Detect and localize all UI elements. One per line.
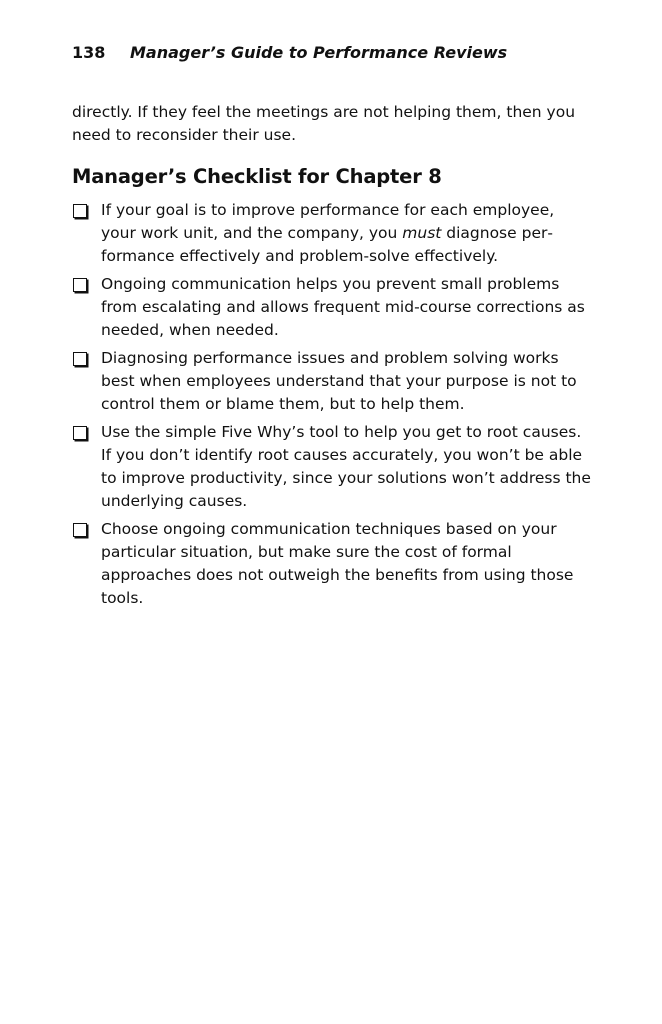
item-text-after: diagnose performance effectively and problem-solve effectively. [101, 224, 553, 265]
checklist-item-text: Ongoing communication helps you prevent small problems from escalating and allows frequent mid-course corrections as needed, when needed. [101, 275, 585, 339]
running-title: Manager’s Guide to Performance Reviews [130, 43, 508, 62]
checklist-item-text [101, 199, 592, 268]
item-text-emphasis: must [402, 224, 442, 242]
section-heading: Manager’s Checklist for Chapter 8 [72, 165, 442, 188]
item-text-before: If your goal is to improve performance for each employee, your work unit, and the company, you [101, 201, 555, 242]
checkbox-icon [73, 204, 87, 218]
checklist-item-text: Use the simple Five Why’s tool to help you get to root causes. If you don’t identify root causes accurately, you won’t be able to improve productivity, since your solutions won’t address the underlying causes. [101, 423, 591, 510]
checklist-item [72, 273, 592, 342]
checkbox-icon [73, 352, 87, 366]
checklist-item [72, 347, 592, 416]
checklist-item [72, 199, 592, 268]
checklist-item [72, 518, 592, 610]
checkbox-icon [73, 426, 87, 440]
checkbox-icon [73, 523, 87, 537]
checklist-item-text: Diagnosing performance issues and problem solving works best when employees understand that your purpose is not to control them or blame them, but to help them. [101, 349, 577, 413]
checklist-item [72, 421, 592, 513]
checkbox-icon [73, 278, 87, 292]
checklist-item-text: Choose ongoing communication techniques based on your particular situation, but make sure the cost of formal approaches does not outweigh the benefits from using those tools. [101, 520, 574, 607]
running-header [72, 42, 612, 64]
checklist [72, 199, 592, 615]
intro-paragraph: directly. If they feel the meetings are not helping them, then you need to reconsider their use. [72, 103, 576, 144]
page-number: 138 [72, 43, 106, 62]
